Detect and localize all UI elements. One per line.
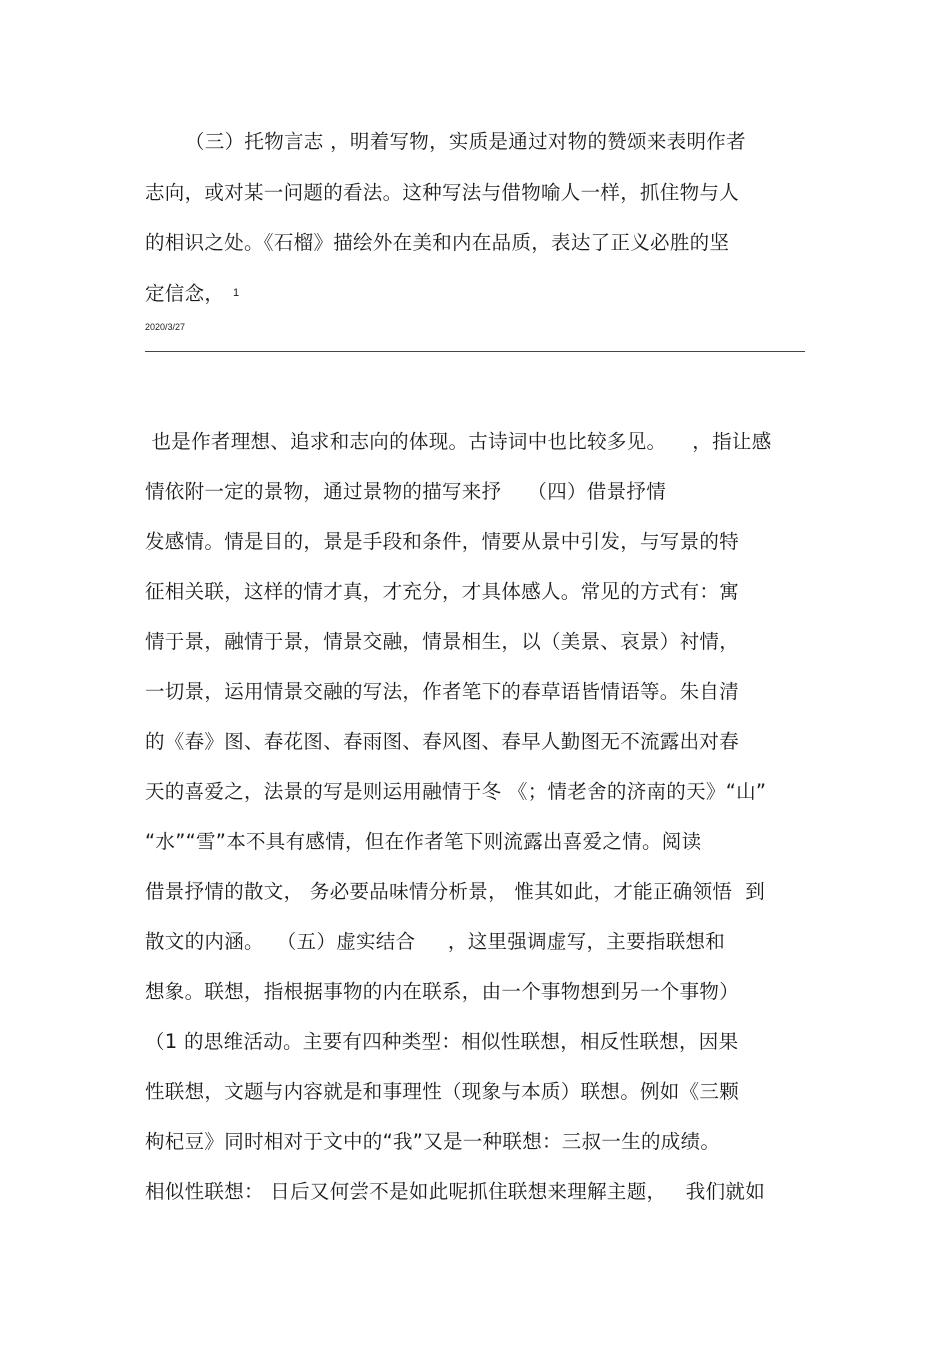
paragraph-line: 的相识之处。《石榴》描绘外在美和内在品质，表达了正义必胜的坚: [145, 231, 730, 254]
paragraph-line: 枸杞豆》同时相对于文中的“我”又是一种联想：三叔一生的成绩。: [145, 1130, 721, 1153]
paragraph-line: 定信念，: [145, 282, 225, 305]
paragraph-line: 借景抒情的散文， 务必要品味情分析景， 惟其如此，才能正确领悟 到: [145, 880, 765, 903]
paragraph-line: 性联想，文题与内容就是和事理性（现象与本质）联想。例如《三颗: [145, 1080, 740, 1103]
paragraph-line: 天的喜爱之，法景的写是则运用融情于冬 《；情老舍的济南的天》“山”: [145, 780, 767, 803]
paragraph-line: 散文的内涵。 （五）虚实结合 ，这里强调虚写，主要指联想和: [145, 930, 726, 953]
paragraph-line: （三）托物言志 ，明着写物，实质是通过对物的赞颂来表明作者: [185, 130, 746, 153]
paragraph-line: 发感情。情是目的，景是手段和条件，情要从景中引发，与写景的特: [145, 530, 740, 553]
paragraph-line: 想象。联想，指根据事物的内在联系，由一个事物想到另一个事物）: [145, 980, 740, 1003]
paragraph-line: 情于景，融情于景，情景交融，情景相生，以（美景、哀景）衬情，: [145, 630, 740, 653]
page-number: 1: [233, 287, 240, 299]
paragraph-line: 情依附一定的景物，通过景物的描写来抒 （四）借景抒情: [145, 480, 666, 503]
paragraph-line: “水”“雪”本不具有感情，但在作者笔下则流露出喜爱之情。阅读: [145, 830, 702, 853]
paragraph-line: 相似性联想： 日后又何尝不是如此呢抓住联想来理解主题， 我们就如: [145, 1180, 765, 1203]
page-divider: [145, 351, 805, 352]
paragraph-line: （1 的思维活动。主要有四种类型：相似性联想，相反性联想，因果: [145, 1030, 739, 1053]
page-date: 2020/3/27: [145, 322, 186, 332]
paragraph-line: 一切景，运用情景交融的写法，作者笔下的春草语皆情语等。朱自清: [145, 680, 740, 703]
paragraph-line: 志向，或对某一问题的看法。这种写法与借物喻人一样，抓住物与人: [145, 181, 740, 204]
paragraph-line: 征相关联，这样的情才真，才充分，才具体感人。常见的方式有：寓: [145, 580, 740, 603]
paragraph-line: 也是作者理想、追求和志向的体现。古诗词中也比较多见。 ，指让感: [145, 430, 772, 453]
paragraph-line: 的《春》图、春花图、春雨图、春风图、春早人勤图无不流露出对春: [145, 730, 740, 753]
